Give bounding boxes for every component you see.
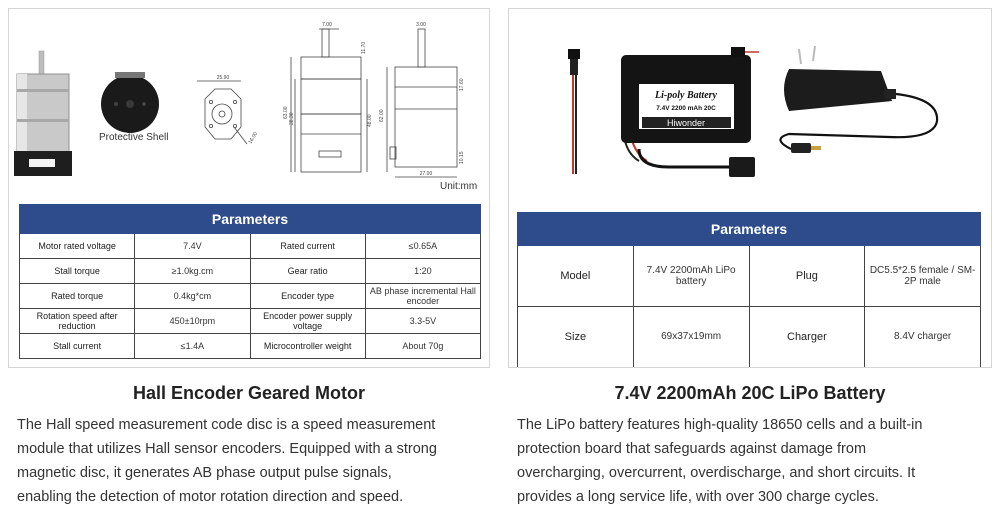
table-row: Stall current ≤1.4A Microcontroller weight About 70g	[20, 334, 481, 359]
svg-text:7.00: 7.00	[322, 22, 332, 28]
battery-brand: Hiwonder	[666, 118, 706, 128]
battery-parameters-header: Parameters	[518, 213, 981, 246]
battery-title: 7.4V 2200mAh 20C LiPo Battery	[614, 383, 886, 403]
battery-product-panel	[508, 8, 992, 368]
description-line: The Hall speed measurement code disc is a speed measurement	[17, 417, 436, 433]
svg-text:62.00: 62.00	[379, 109, 385, 122]
svg-text:27.00: 27.00	[419, 171, 433, 177]
svg-text:16.00: 16.00	[247, 131, 259, 145]
svg-text:10.15: 10.15	[459, 151, 465, 164]
svg-text:48.00: 48.00	[367, 114, 373, 127]
shell-label: Protective Shell	[99, 132, 169, 143]
description-line: magnetic disc, it generates AB phase output pulse signals,	[17, 465, 392, 481]
battery-pack-photo	[621, 47, 759, 177]
description-line: module that utilizes Hall sensor encoders. Equipped with a strong	[17, 441, 437, 457]
side-view-drawing	[291, 29, 367, 172]
motor-product-panel	[8, 8, 490, 368]
rear-view-drawing	[387, 29, 457, 177]
table-row: Model 7.4V 2200mAh LiPo battery Plug DC5.5*2.5 female / SM-2P male	[518, 246, 981, 307]
description-line: overcharging, overcurrent, overdischarge, and short circuits. It	[517, 465, 916, 481]
table-row: Size 69x37x19mm Charger 8.4V charger	[518, 307, 981, 368]
table-row: Rotation speed after reduction 450±10rpm Encoder power supply voltage 3.3-5V	[20, 309, 481, 334]
svg-text:17.60: 17.60	[459, 78, 465, 91]
battery-label-title: Li-poly Battery	[655, 90, 717, 101]
sm2p-lead-photo	[568, 49, 580, 174]
description-line: provides a long service life, with over 300 charge cycles.	[517, 489, 879, 505]
motor-parameters-table	[19, 204, 481, 359]
table-row: Stall torque ≥1.0kg.cm Gear ratio 1:20	[20, 259, 481, 284]
motor-illustration	[9, 9, 490, 204]
table-row: Rated torque 0.4kg*cm Encoder type AB phase incremental Hall encoder	[20, 284, 481, 309]
description-line: The LiPo battery features high-quality 18650 cells and a built-in	[517, 417, 923, 433]
svg-text:11.70: 11.70	[361, 41, 367, 54]
svg-text:3.00: 3.00	[416, 22, 426, 28]
front-view-drawing	[197, 81, 247, 144]
motor-photo	[14, 51, 72, 176]
svg-text:25.90: 25.90	[216, 75, 230, 81]
svg-text:63.00: 63.00	[283, 106, 289, 119]
charger-photo	[780, 46, 937, 153]
battery-label-spec: 7.4V 2200 mAh 20C	[656, 105, 716, 112]
description-line: enabling the detection of motor rotation direction and speed.	[17, 489, 404, 505]
motor-title: Hall Encoder Geared Motor	[132, 383, 366, 403]
table-row: Motor rated voltage 7.4V Rated current ≤0.65A	[20, 234, 481, 259]
unit-label: Unit:mm	[440, 181, 478, 192]
svg-text:38.30: 38.30	[289, 112, 295, 125]
battery-description	[517, 413, 992, 509]
battery-parameters-table	[517, 212, 981, 368]
description-line: protection board that safeguards against damage from	[517, 441, 867, 457]
battery-illustration	[509, 9, 992, 209]
protective-shell-photo	[101, 72, 159, 133]
motor-parameters-header: Parameters	[20, 205, 481, 234]
motor-description	[17, 413, 487, 509]
